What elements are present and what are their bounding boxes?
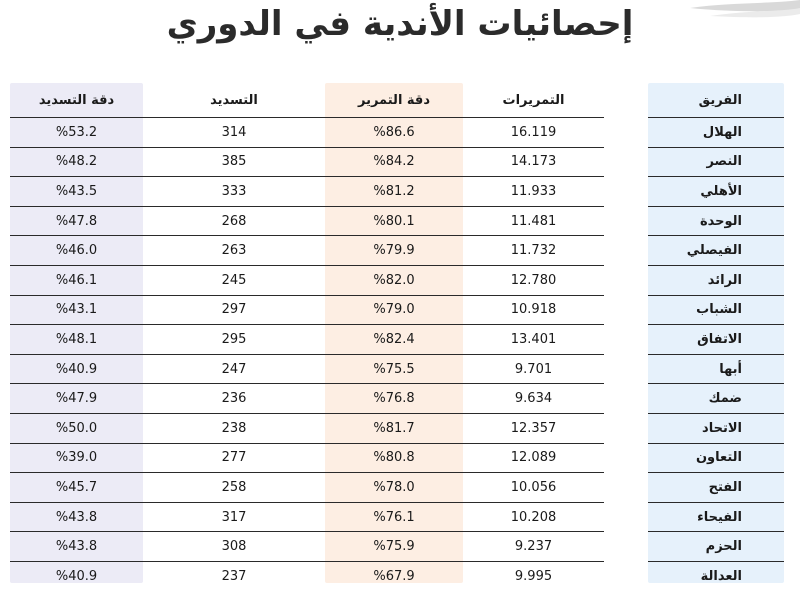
pass-accuracy-cell: %82.0 xyxy=(325,265,463,295)
passes-cell: 14.173 xyxy=(463,147,604,177)
header-spacer xyxy=(604,83,648,118)
passes-cell: 12.357 xyxy=(463,413,604,443)
table-row xyxy=(10,443,784,473)
header-pass-accuracy: دقة التمرير xyxy=(325,83,463,118)
spacer-cell xyxy=(604,532,648,562)
passes-cell: 13.401 xyxy=(463,325,604,355)
page-title: إحصائيات الأندية في الدوري xyxy=(166,4,634,44)
shot-accuracy-cell: %47.9 xyxy=(10,384,143,414)
shots-cell: 308 xyxy=(143,532,325,562)
shots-cell: 333 xyxy=(143,177,325,207)
passes-cell: 12.089 xyxy=(463,443,604,473)
passes-cell: 11.481 xyxy=(463,206,604,236)
table-row xyxy=(10,354,784,384)
pass-accuracy-cell: %75.9 xyxy=(325,532,463,562)
table-row xyxy=(10,473,784,503)
table-row xyxy=(10,532,784,562)
shot-accuracy-cell: %46.1 xyxy=(10,265,143,295)
pass-accuracy-cell: %86.6 xyxy=(325,118,463,148)
spacer-cell xyxy=(604,354,648,384)
passes-cell: 10.918 xyxy=(463,295,604,325)
pass-accuracy-cell: %84.2 xyxy=(325,147,463,177)
passes-cell: 9.634 xyxy=(463,384,604,414)
passes-cell: 11.732 xyxy=(463,236,604,266)
pass-accuracy-cell: %82.4 xyxy=(325,325,463,355)
shot-accuracy-cell: %40.9 xyxy=(10,354,143,384)
team-name-cell: الاتفاق xyxy=(648,325,784,355)
team-name-cell: الحزم xyxy=(648,532,784,562)
shot-accuracy-cell: %39.0 xyxy=(10,443,143,473)
shots-cell: 238 xyxy=(143,413,325,443)
passes-cell: 9.701 xyxy=(463,354,604,384)
passes-cell: 10.208 xyxy=(463,502,604,532)
pass-accuracy-cell: %80.1 xyxy=(325,206,463,236)
spacer-cell xyxy=(604,206,648,236)
team-name-cell: الهلال xyxy=(648,118,784,148)
pass-accuracy-cell: %78.0 xyxy=(325,473,463,503)
shots-cell: 385 xyxy=(143,147,325,177)
shot-accuracy-cell: %43.1 xyxy=(10,295,143,325)
team-name-cell: ضمك xyxy=(648,384,784,414)
pass-accuracy-cell: %76.8 xyxy=(325,384,463,414)
header-team: الفريق xyxy=(648,83,784,118)
team-name-cell: الرائد xyxy=(648,265,784,295)
pass-accuracy-cell: %75.5 xyxy=(325,354,463,384)
pass-accuracy-cell: %80.8 xyxy=(325,443,463,473)
shot-accuracy-cell: %40.9 xyxy=(10,561,143,589)
table-row xyxy=(10,177,784,207)
passes-cell: 9.237 xyxy=(463,532,604,562)
table-row xyxy=(10,561,784,589)
passes-cell: 16.119 xyxy=(463,118,604,148)
shots-cell: 236 xyxy=(143,384,325,414)
table-row xyxy=(10,413,784,443)
spacer-cell xyxy=(604,413,648,443)
team-name-cell: أبها xyxy=(648,354,784,384)
team-name-cell: الفيحاء xyxy=(648,502,784,532)
shots-cell: 258 xyxy=(143,473,325,503)
spacer-cell xyxy=(604,443,648,473)
spacer-cell xyxy=(604,236,648,266)
pass-accuracy-cell: %81.7 xyxy=(325,413,463,443)
team-name-cell: التعاون xyxy=(648,443,784,473)
shots-cell: 314 xyxy=(143,118,325,148)
shots-cell: 245 xyxy=(143,265,325,295)
shots-cell: 277 xyxy=(143,443,325,473)
table-row xyxy=(10,206,784,236)
shot-accuracy-cell: %43.8 xyxy=(10,502,143,532)
team-name-cell: الشباب xyxy=(648,295,784,325)
team-name-cell: الفيصلي xyxy=(648,236,784,266)
pass-accuracy-cell: %81.2 xyxy=(325,177,463,207)
shot-accuracy-cell: %53.2 xyxy=(10,118,143,148)
spacer-cell xyxy=(604,295,648,325)
pass-accuracy-cell: %67.9 xyxy=(325,561,463,589)
shots-cell: 237 xyxy=(143,561,325,589)
shots-cell: 247 xyxy=(143,354,325,384)
passes-cell: 11.933 xyxy=(463,177,604,207)
table-row xyxy=(10,236,784,266)
team-name-cell: النصر xyxy=(648,147,784,177)
table-row xyxy=(10,502,784,532)
shot-accuracy-cell: %48.2 xyxy=(10,147,143,177)
spacer-cell xyxy=(604,177,648,207)
shot-accuracy-cell: %43.8 xyxy=(10,532,143,562)
spacer-cell xyxy=(604,147,648,177)
table-row xyxy=(10,147,784,177)
spacer-cell xyxy=(604,473,648,503)
header-shot-accuracy: دقة التسديد xyxy=(10,83,143,118)
pass-accuracy-cell: %79.0 xyxy=(325,295,463,325)
spacer-cell xyxy=(604,502,648,532)
team-name-cell: الاتحاد xyxy=(648,413,784,443)
shots-cell: 268 xyxy=(143,206,325,236)
table-row xyxy=(10,118,784,148)
shot-accuracy-cell: %48.1 xyxy=(10,325,143,355)
shots-cell: 263 xyxy=(143,236,325,266)
spacer-cell xyxy=(604,561,648,589)
shot-accuracy-cell: %43.5 xyxy=(10,177,143,207)
table-header-row xyxy=(10,83,784,118)
table-row xyxy=(10,295,784,325)
team-name-cell: الأهلي xyxy=(648,177,784,207)
table-body xyxy=(10,118,784,589)
spacer-cell xyxy=(604,384,648,414)
team-name-cell: العدالة xyxy=(648,561,784,589)
shots-cell: 297 xyxy=(143,295,325,325)
shot-accuracy-cell: %50.0 xyxy=(10,413,143,443)
passes-cell: 12.780 xyxy=(463,265,604,295)
spacer-cell xyxy=(604,325,648,355)
shot-accuracy-cell: %47.8 xyxy=(10,206,143,236)
shot-accuracy-cell: %45.7 xyxy=(10,473,143,503)
table-row xyxy=(10,384,784,414)
club-stats-table xyxy=(10,83,784,589)
passes-cell: 10.056 xyxy=(463,473,604,503)
shots-cell: 295 xyxy=(143,325,325,355)
passes-cell: 9.995 xyxy=(463,561,604,589)
team-name-cell: الفتح xyxy=(648,473,784,503)
header-passes: التمريرات xyxy=(463,83,604,118)
spacer-cell xyxy=(604,118,648,148)
header-shots: التسديد xyxy=(143,83,325,118)
shot-accuracy-cell: %46.0 xyxy=(10,236,143,266)
team-name-cell: الوحدة xyxy=(648,206,784,236)
shots-cell: 317 xyxy=(143,502,325,532)
spacer-cell xyxy=(604,265,648,295)
table-row xyxy=(10,325,784,355)
pass-accuracy-cell: %79.9 xyxy=(325,236,463,266)
table-row xyxy=(10,265,784,295)
pass-accuracy-cell: %76.1 xyxy=(325,502,463,532)
